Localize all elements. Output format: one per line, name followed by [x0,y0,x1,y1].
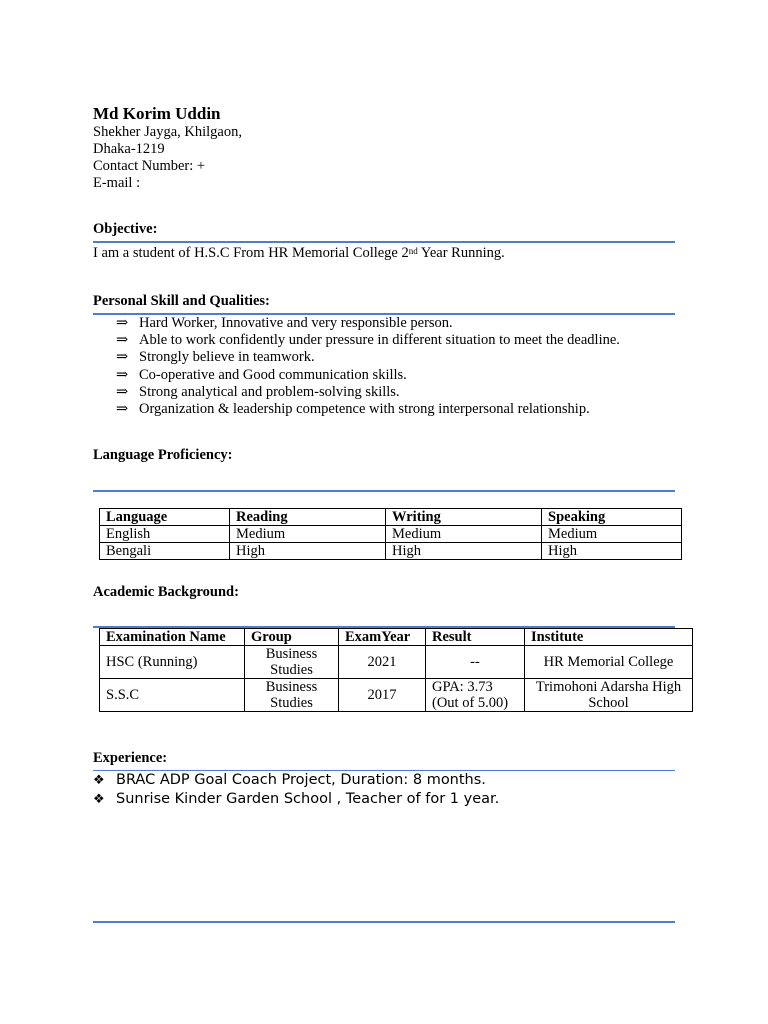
table-cell: Medium [386,526,542,543]
column-header: ExamYear [339,629,426,646]
objective-heading: Objective: [93,221,158,237]
cell-line: Studies [270,662,313,678]
table-row [100,646,693,679]
column-header: Institute [525,629,693,646]
skill-text: Co-operative and Good communication skills. [139,366,407,383]
academic-table [99,628,693,712]
table-cell: 2021 [339,646,426,679]
language-table [99,508,682,560]
cell-line: GPA: 3.73 [432,679,493,695]
table-row [100,526,682,543]
objective-rule [93,241,675,243]
skills-heading: Personal Skill and Qualities: [93,293,270,309]
column-header: Examination Name [100,629,245,646]
list-item [116,332,620,349]
arrow-icon: ⇒ [116,332,129,349]
arrow-icon: ⇒ [116,383,129,400]
table-cell: 2017 [339,679,426,712]
contact-block [93,124,242,192]
list-item [116,401,620,418]
skill-text: Strong analytical and problem-solving skills. [139,383,400,400]
table-cell: Medium [542,526,682,543]
cell-line: (Out of 5.00) [432,695,509,711]
table-cell: Bengali [100,543,230,560]
candidate-name: Md Korim Uddin [93,104,221,123]
column-header: Writing [386,509,542,526]
experience-text: Sunrise Kinder Garden School , Teacher of for 1 year. [116,791,500,807]
arrow-icon: ⇒ [116,349,129,366]
contact-number: Contact Number: + [93,158,206,174]
academic-heading: Academic Background: [93,584,239,600]
column-header: Group [245,629,339,646]
cell-line: Business [265,646,318,662]
column-header: Speaking [542,509,682,526]
arrow-icon: ⇒ [116,401,129,418]
table-cell: HSC (Running) [100,646,245,679]
objective-text-end: Year Running. [417,245,505,261]
objective-superscript: nd [408,246,418,256]
objective-text [93,245,505,262]
objective-text-start: I am a student of H.S.C From HR Memorial College 2 [93,245,409,261]
table-cell: English [100,526,230,543]
column-header: Result [426,629,525,646]
table-cell: High [542,543,682,560]
list-item [93,771,499,790]
experience-heading: Experience: [93,750,168,766]
list-item [116,315,620,332]
skill-text: Strongly believe in teamwork. [139,349,315,366]
language-heading: Language Proficiency: [93,447,233,463]
experience-text: BRAC ADP Goal Coach Project, Duration: 8 months. [116,772,486,788]
cell-line: Studies [270,695,313,711]
skill-text: Organization & leadership competence with strong interpersonal relationship. [139,401,590,418]
diamond-bullet-icon: ❖ [93,773,105,788]
table-cell: High [386,543,542,560]
list-item [93,790,499,809]
table-cell: HR Memorial College [525,646,693,679]
table-row [100,679,693,712]
table-cell: S.S.C [100,679,245,712]
address-line-1: Shekher Jayga, Khilgaon, [93,124,242,140]
address-line-2: Dhaka-1219 [93,141,165,157]
diamond-bullet-icon: ❖ [93,792,105,807]
skill-text: Able to work confidently under pressure in different situation to meet the deadline. [139,332,620,349]
arrow-icon: ⇒ [116,315,129,331]
skills-list [116,315,620,418]
list-item [116,367,620,384]
list-item [116,384,620,401]
footer-rule [93,921,675,923]
cell-line: Trimohoni Adarsha High [535,679,682,695]
column-header: Language [100,509,230,526]
table-cell [245,646,339,679]
table-cell: High [230,543,386,560]
column-header: Reading [230,509,386,526]
experience-list [93,771,499,809]
cell-line: Business [265,679,318,695]
table-cell: -- [426,646,525,679]
language-rule [93,490,675,492]
table-cell [426,679,525,712]
cell-line: School [588,695,629,711]
table-cell: Medium [230,526,386,543]
table-header-row [100,509,682,526]
table-header-row [100,629,693,646]
email: E-mail : [93,175,141,191]
table-cell [245,679,339,712]
table-row [100,543,682,560]
skill-text: Hard Worker, Innovative and very responsible person. [139,315,453,331]
arrow-icon: ⇒ [116,366,129,383]
list-item [116,349,620,366]
table-cell [525,679,693,712]
